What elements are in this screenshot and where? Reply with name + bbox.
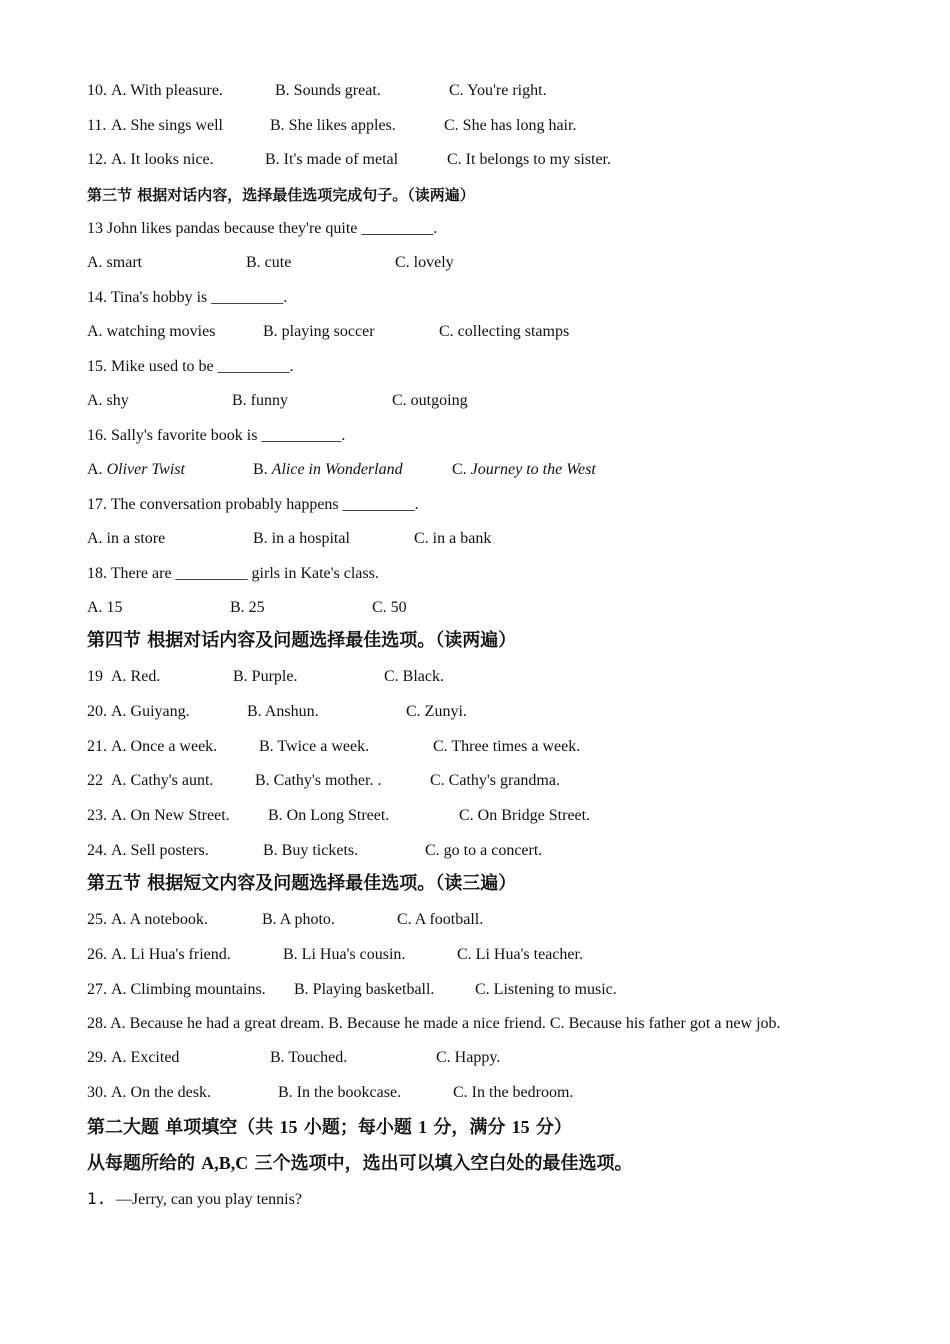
- option-a: A. Red.: [111, 668, 161, 685]
- option-a: A. Li Hua's friend.: [111, 946, 231, 963]
- question-number: 25.: [87, 911, 107, 928]
- book-title: Oliver Twist: [106, 461, 185, 478]
- question-13-stem: 13 John likes pandas because they're quite _________.: [87, 220, 438, 237]
- section-3-title: 第三节 根据对话内容，选择最佳选项完成句子。（读两遍）: [87, 186, 475, 204]
- option-a: A. in a store: [87, 530, 166, 547]
- option-a: A. With pleasure.: [111, 82, 223, 99]
- option-c: C. On Bridge Street.: [459, 807, 591, 824]
- book-title: Alice in Wonderland: [271, 461, 403, 478]
- question-18-stem: 18. There are _________ girls in Kate's class.: [87, 565, 379, 582]
- option-a: A. She sings well: [111, 117, 223, 134]
- question-17-options: [87, 528, 492, 550]
- book-title: Journey to the West: [470, 461, 596, 478]
- option-c: C. You're right.: [449, 82, 547, 99]
- option-c: C. lovely: [395, 254, 454, 271]
- option-b: B. cute: [246, 254, 292, 271]
- question-number: 26.: [87, 946, 107, 963]
- section-5-title: 第五节 根据短文内容及问题选择最佳选项。（读三遍）: [87, 873, 517, 894]
- option-c: C. She has long hair.: [444, 117, 577, 134]
- question-13-options: [87, 252, 454, 274]
- option-b: B. 25: [230, 599, 265, 616]
- option-a: A. Excited: [111, 1049, 180, 1066]
- option-b: B. Li Hua's cousin.: [283, 946, 406, 963]
- question-11: [87, 115, 577, 137]
- question-number: 24.: [87, 842, 107, 859]
- option-a: A. On New Street.: [111, 807, 230, 824]
- option-b: B. Playing basketball.: [294, 981, 435, 998]
- option-c: C. Zunyi.: [406, 703, 467, 720]
- part-2-question-1: [87, 1188, 302, 1211]
- option-c: C. Journey to the West: [452, 461, 596, 478]
- option-c: C. Happy.: [436, 1049, 501, 1066]
- question-14-stem: 14. Tina's hobby is _________.: [87, 289, 288, 306]
- question-14-options: [87, 321, 570, 343]
- question-19: [87, 666, 444, 688]
- option-a: A. smart: [87, 254, 143, 271]
- section-4-title: 第四节 根据对话内容及问题选择最佳选项。（读两遍）: [87, 630, 517, 651]
- option-c: C. In the bedroom.: [453, 1084, 574, 1101]
- question-12: [87, 149, 611, 171]
- question-number: 22: [87, 772, 103, 789]
- option-a: A. It looks nice.: [111, 151, 214, 168]
- option-a: A. Guiyang.: [111, 703, 190, 720]
- question-18-options: [87, 597, 407, 619]
- option-b: B. Touched.: [270, 1049, 348, 1066]
- question-number: 11.: [87, 117, 107, 134]
- question-22: [87, 770, 560, 792]
- question-15-stem: 15. Mike used to be _________.: [87, 358, 294, 375]
- question-16-options: [87, 459, 596, 481]
- option-c: C. Black.: [384, 668, 444, 685]
- option-c: C. outgoing: [392, 392, 468, 409]
- question-21: [87, 736, 581, 758]
- question-27: [87, 979, 617, 1001]
- question-29: [87, 1047, 501, 1069]
- option-b: B. in a hospital: [253, 530, 350, 547]
- question-number: 19: [87, 668, 103, 685]
- question-number: 27.: [87, 981, 107, 998]
- question-26: [87, 944, 583, 966]
- question-number: 23.: [87, 807, 107, 824]
- option-b: B. Sounds great.: [275, 82, 381, 99]
- option-c: C. Listening to music.: [475, 981, 617, 998]
- question-30: [87, 1082, 574, 1104]
- question-number: 12.: [87, 151, 107, 168]
- question-15-options: [87, 390, 468, 412]
- question-number: 30.: [87, 1084, 107, 1101]
- option-b: B. On Long Street.: [268, 807, 390, 824]
- option-b: B. Twice a week.: [259, 738, 370, 755]
- option-c: C. Cathy's grandma.: [430, 772, 560, 789]
- option-b: B. Purple.: [233, 668, 298, 685]
- question-24: [87, 840, 543, 862]
- option-b: B. Anshun.: [247, 703, 319, 720]
- question-20: [87, 701, 467, 723]
- question-number: 10.: [87, 82, 107, 99]
- option-a: A. Sell posters.: [111, 842, 209, 859]
- option-c: C. in a bank: [414, 530, 492, 547]
- option-a: A. shy: [87, 392, 129, 409]
- option-b: B. Cathy's mother. .: [255, 772, 382, 789]
- option-c: C. Three times a week.: [433, 738, 581, 755]
- option-b: B. playing soccer: [263, 323, 375, 340]
- option-b: B. She likes apples.: [270, 117, 396, 134]
- option-a: A. Once a week.: [111, 738, 218, 755]
- option-b: B. In the bookcase.: [278, 1084, 402, 1101]
- option-c: C. It belongs to my sister.: [447, 151, 611, 168]
- question-number: 29.: [87, 1049, 107, 1066]
- question-number: 20.: [87, 703, 107, 720]
- question-28: 28. A. Because he had a great dream. B. Because he made a nice friend. C. Because his father got a new job.: [87, 1015, 781, 1032]
- option-c: C. go to a concert.: [425, 842, 543, 859]
- option-b: B. Alice in Wonderland: [253, 461, 403, 478]
- question-17-stem: 17. The conversation probably happens _________.: [87, 496, 419, 513]
- option-b: B. Buy tickets.: [263, 842, 359, 859]
- option-a: A. On the desk.: [111, 1084, 211, 1101]
- part-2-instructions: 从每题所给的 A,B,C 三个选项中，选出可以填入空白处的最佳选项。: [87, 1153, 633, 1174]
- option-a: A. A notebook.: [111, 911, 208, 928]
- question-text: —Jerry, can you play tennis?: [115, 1191, 302, 1208]
- question-23: [87, 805, 591, 827]
- question-16-stem: 16. Sally's favorite book is __________.: [87, 427, 346, 444]
- question-number: 1.: [87, 1189, 116, 1208]
- question-10: [87, 80, 547, 102]
- question-25: [87, 909, 484, 931]
- option-c: C. Li Hua's teacher.: [457, 946, 583, 963]
- option-b: B. It's made of metal: [265, 151, 399, 168]
- question-number: 21.: [87, 738, 107, 755]
- option-a: A. Oliver Twist: [87, 461, 185, 478]
- option-a: A. watching movies: [87, 323, 216, 340]
- option-a: A. Cathy's aunt.: [111, 772, 214, 789]
- option-b: B. A photo.: [262, 911, 335, 928]
- option-c: C. 50: [372, 599, 407, 616]
- option-c: C. A football.: [397, 911, 484, 928]
- part-2-title: 第二大题 单项填空（共 15 小题；每小题 1 分，满分 15 分）: [87, 1117, 572, 1138]
- option-c: C. collecting stamps: [439, 323, 570, 340]
- option-b: B. funny: [232, 392, 288, 409]
- option-a: A. Climbing mountains.: [111, 981, 266, 998]
- option-a: A. 15: [87, 599, 123, 616]
